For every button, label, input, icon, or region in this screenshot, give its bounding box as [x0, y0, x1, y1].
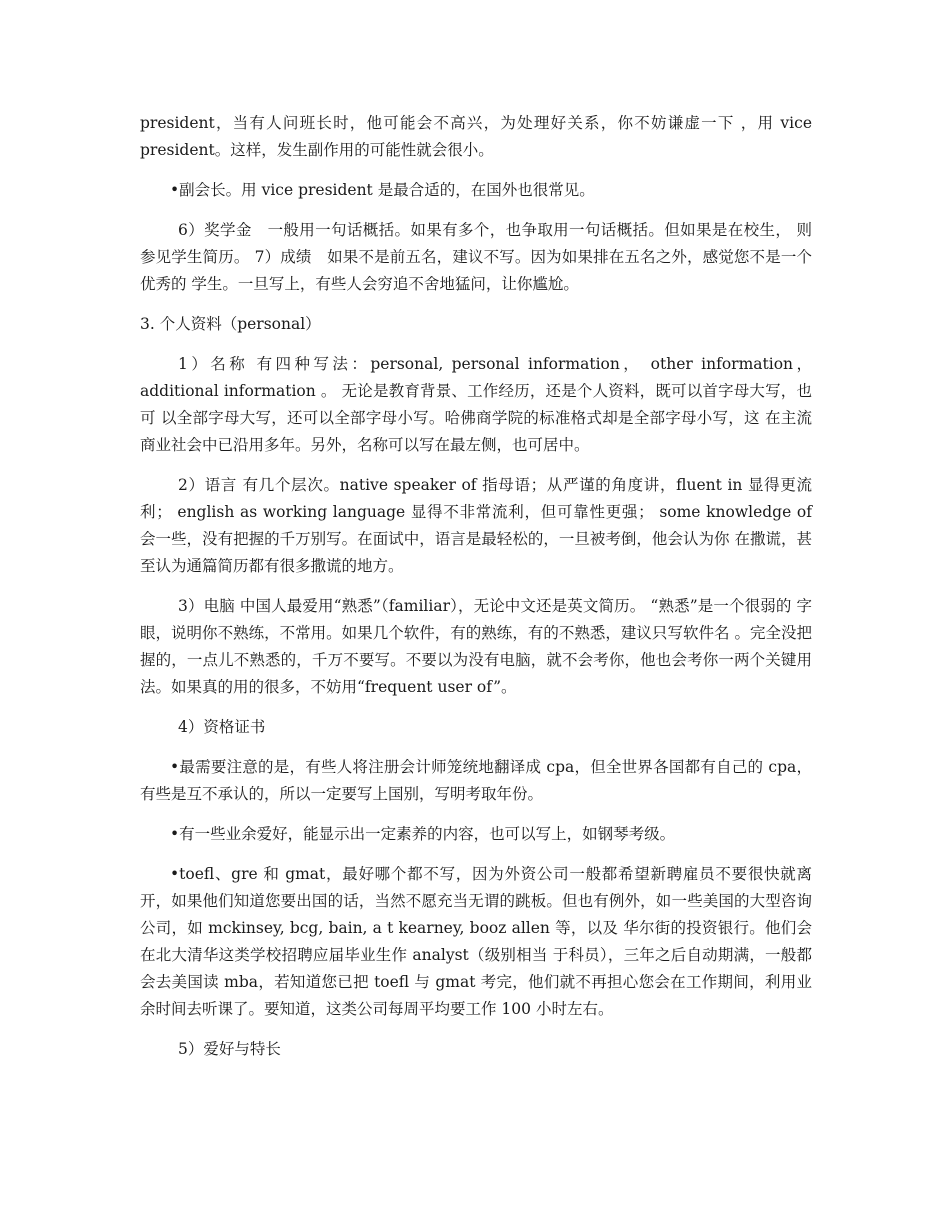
document-page: [140, 110, 812, 1076]
paragraph-language: 2）语言 有几个层次。native speaker of 指母语；从严谨的角度讲，fluent in 显得更流利； english as working language 显得不非常流利，但可靠性更强； some knowledge of 会一些，没有把握的千万别写。在面试中，语言是最轻松的，一旦被考倒，他会认为你 在撒谎，甚至认为通篇简历都有很多撒谎的地方。: [140, 476, 812, 575]
subheading-hobbies-skills: 5）爱好与特长: [178, 1040, 281, 1058]
bullet-vice-chairman: •副会长。用 vice president 是最合适的，在国外也很常见。: [170, 181, 595, 199]
paragraph-scholarship-grades: 6）奖学金 一般用一句话概括。如果有多个，也争取用一句话概括。但如果是在校生， 则参见学生简历。 7）成绩 如果不是前五名，建议不写。因为如果排在五名之外，感觉您不是一个优秀的 学生。一旦写上，有些人会穷追不舍地猛问，让你尴尬。: [140, 221, 812, 293]
paragraph-vice-president-note: president，当有人问班长时，他可能会不高兴，为处理好关系，你不妨谦虚一下 ，用 vice president。这样，发生副作用的可能性就会很小。: [140, 114, 812, 159]
bullet-toefl-gre-gmat: •toefl、gre 和 gmat，最好哪个都不写，因为外资公司一般都希望新聘雇员不要很快就离开，如果他们知道您要出国的话，当然不愿充当无谓的跳板。但也有例外，如一些美国的大型咨询公司，如 mckinsey, bcg, bain, a t kearney, booz allen 等，以及 华尔街的投资银行。他们会在北大清华这类学校招聘应届毕业生作 analyst（级别相当 于科员），三年之后自动期满，一般都会去美国读 mba，若知道您已把 toefl 与 gmat 考完，他们就不再担心您会在工作期间，利用业余时间去听课了。要知道，这类公司每周平均要工作 100 小时左右。: [140, 865, 812, 1018]
subheading-certificates: 4）资格证书: [178, 718, 266, 736]
paragraph-name-section: 1）名称 有四种写法：personal, personal information， other information， additional information 。 无论是教育背景、工作经历，还是个人资料，既可以首字母大写，也可 以全部字母大写，还可以全部字母小写。哈佛商学院的标准格式却是全部字母小写，这 在主流商业社会中已沿用多年。另外，名称可以写在最左侧，也可居中。: [140, 355, 812, 454]
bullet-cpa: •最需要注意的是，有些人将注册会计师笼统地翻译成 cpa，但全世界各国都有自己的 cpa，有些是互不承认的，所以一定要写上国别，写明考取年份。: [140, 758, 812, 803]
paragraph-computer: 3）电脑 中国人最爱用“熟悉”（familiar），无论中文还是英文简历。 “熟悉”是一个很弱的 字眼，说明你不熟练，不常用。如果几个软件，有的熟练，有的不熟悉，建议只写软件名 。完全没把握的，一点儿不熟悉的，千万不要写。不要以为没有电脑，就不会考你，他也会考你一两个关键用法。如果真的用的很多，不妨用“frequent user of”。: [140, 597, 812, 696]
bullet-hobbies: •有一些业余爱好，能显示出一定素养的内容，也可以写上，如钢琴考级。: [170, 825, 676, 843]
section-heading-personal: 3. 个人资料（personal）: [140, 315, 321, 333]
